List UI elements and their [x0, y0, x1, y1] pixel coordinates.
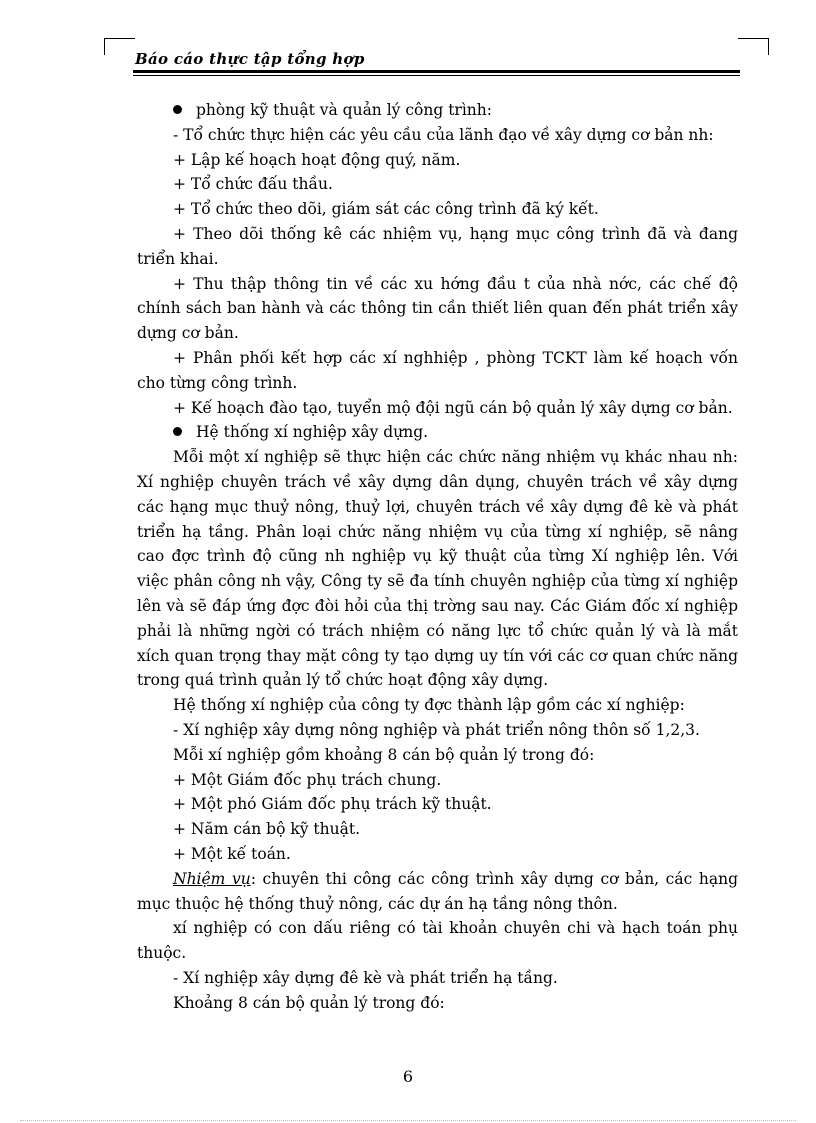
plus-item: + Tổ chức theo dõi, giám sát các công trình đã ký kết. [173, 200, 599, 219]
bullet-item [137, 98, 738, 123]
dash-item: - Xí nghiệp xây dựng đê kè và phát triển hạ tầng. [173, 968, 558, 987]
plus-item: + Một phó Giám đốc phụ trách kỹ thuật. [173, 795, 492, 814]
paragraph: Khoảng 8 cán bộ quản lý trong đó: [173, 993, 445, 1012]
paragraph: xí nghiệp có con dấu riêng có tài khoản chuyên chi và hạch toán phụ thuộc. [137, 919, 738, 963]
task-label: Nhiệm vụ [173, 869, 251, 888]
header-corner-mark-right [738, 38, 769, 55]
paragraph-text: : chuyên thi công các công trình xây dựng cơ bản, các hạng mục thuộc hệ thống thuỷ nông, các dự án hạ tầng nông thôn. [137, 869, 739, 913]
bullet-item [137, 420, 738, 445]
page-number: 6 [402, 1067, 414, 1086]
dash-item: - Tổ chức thực hiện các yêu cầu của lãnh đạo về xây dựng cơ bản nh: [173, 125, 714, 144]
paragraph: Hệ thống xí nghiệp của công ty đợc thành lập gồm các xí nghiệp: [173, 696, 685, 715]
header-title: Báo cáo thực tập tổng hợp [135, 50, 365, 68]
plus-item: + Lập kế hoạch hoạt động quý, năm. [173, 150, 461, 169]
header-rule-thick [133, 70, 740, 73]
header-corner-mark-left [104, 38, 135, 55]
plus-item: + Năm cán bộ kỹ thuật. [173, 820, 361, 839]
paragraph [137, 867, 738, 917]
paragraph: Mỗi một xí nghiệp sẽ thực hiện các chức năng nhiệm vụ khác nhau nh: Xí nghiệp chuyên trách về xây dựng dân dụng, chuyên trách về xây dựng các hạng mục thuỷ nông, thuỷ lợi, chuyên trách về xây dựng đê kè và phát triển hạ tầng. Phân loại chức năng nhiệm vụ của từng xí nghiệp, sẽ nâng cao đợc trình độ cũng nh nghiệp vụ kỹ thuật của từng Xí nghiệp lên. Với việc phân công nh vậy, Công ty sẽ đa tính chuyên nghiệp của từng xí nghiệp lên và sẽ đáp ứng đợc đòi hỏi của thị trờng sau nay. Các Giám đốc xí nghiệp phải là những ngời có trách nhiệm có năng lực tổ chức quản lý và là mắt xích quan trọng thay mặt công ty tạo dựng uy tín với các cơ quan chức năng trong quá trình quản lý tổ chức hoạt động xây dựng. [137, 448, 738, 690]
plus-item: + Kế hoạch đào tạo, tuyển mộ đội ngũ cán bộ quản lý xây dựng cơ bản. [173, 398, 733, 417]
bullet-dot-icon [173, 427, 182, 436]
paragraph-text: Hệ thống xí nghiệp xây dựng. [196, 423, 429, 442]
plus-item: + Phân phối kết hợp các xí nghhiệp , phòng TCKT làm kế hoạch vốn cho từng công trình. [137, 348, 738, 392]
bullet-dot-icon [173, 105, 182, 114]
paragraph: Mỗi xí nghiệp gồm khoảng 8 cán bộ quản lý trong đó: [173, 745, 595, 764]
dash-item: - Xí nghiệp xây dựng nông nghiệp và phát triển nông thôn số 1,2,3. [173, 720, 700, 739]
plus-item: + Thu thập thông tin về các xu hớng đầu t của nhà nớc, các chế độ chính sách ban hành và các thông tin cần thiết liên quan đến phát triển xây dựng cơ bản. [137, 274, 738, 343]
plus-item: + Theo dõi thống kê các nhiệm vụ, hạng mục công trình đã và đang triển khai. [137, 224, 738, 268]
document-body [137, 98, 738, 1015]
paragraph-text: phòng kỹ thuật và quản lý công trình: [196, 101, 492, 119]
plus-item: + Tổ chức đấu thầu. [173, 175, 333, 194]
page-bottom-divider [20, 1120, 796, 1121]
plus-item: + Một kế toán. [173, 844, 291, 863]
plus-item: + Một Giám đốc phụ trách chung. [173, 770, 442, 789]
header-rule-thin [133, 75, 740, 76]
